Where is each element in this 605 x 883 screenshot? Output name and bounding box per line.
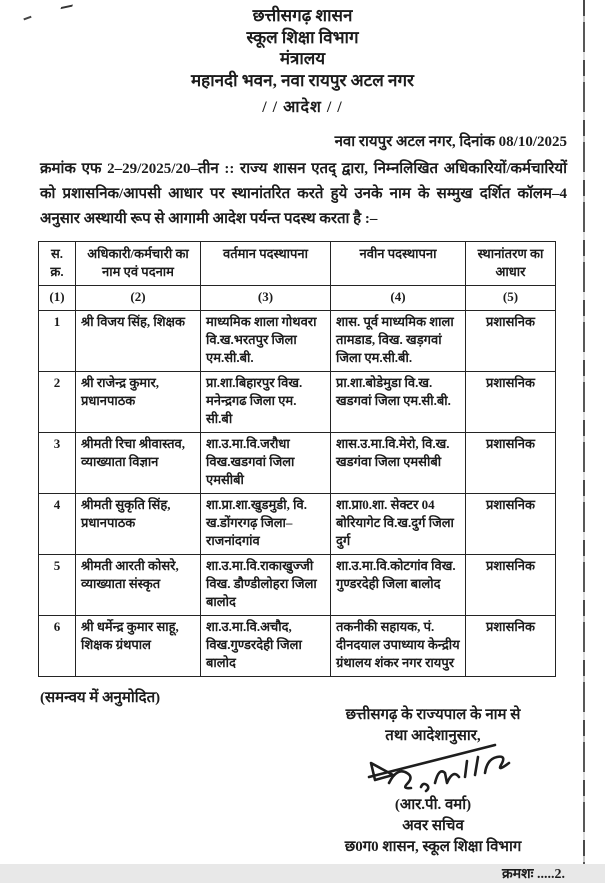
ministry-name: मंत्रालय	[279, 49, 326, 68]
table-row	[39, 433, 556, 494]
cell-basis: प्रशासनिक	[466, 311, 556, 372]
signatory-name: (आर.पी. वर्मा)	[394, 797, 472, 813]
cell-serial: 3	[39, 433, 76, 494]
cell-current-posting: शा.उ.मा.वि.अचौद, विख.गुण्डरदेही जिला बालोद	[201, 616, 331, 677]
cell-name: श्रीमती रिचा श्रीवास्तव, व्याख्याता विज्ञान	[76, 433, 201, 494]
header-serial: स. क्र.	[39, 242, 76, 286]
table-row	[39, 311, 556, 372]
cell-current-posting: शा.उ.मा.वि.जरौधा विख.खडगवां जिला एमसीबी	[201, 433, 331, 494]
department-name: स्कूल शिक्षा विभाग	[246, 27, 359, 47]
cell-basis: प्रशासनिक	[466, 433, 556, 494]
cell-basis: प्रशासनिक	[466, 555, 556, 616]
cell-current-posting: शा.प्रा.शा.खुडमुडी, वि. ख.डोंगरगढ़ जिला–राजनांदगांव	[201, 494, 331, 555]
cell-basis: प्रशासनिक	[466, 494, 556, 555]
cell-new-posting: शास. पूर्व माध्यमिक शाला तामडाड, विख. खड़गवां जिला एम.सी.बी.	[331, 311, 466, 372]
cell-name: श्री धर्मेन्द्र कुमार साहू, शिक्षक ग्रंथपाल	[76, 616, 201, 677]
cell-new-posting: शास.उ.मा.वि.मेरो, वि.ख. खडगंवा जिला एमसीबी	[331, 433, 466, 494]
cell-serial: 4	[39, 494, 76, 555]
cell-current-posting: प्रा.शा.बिहारपुर विख. मनेन्द्रगढ जिला एम. सी.बी	[201, 372, 331, 433]
cell-new-posting: तकनीकी सहायक, पं. दीनदयाल उपाध्याय केन्द्रीय ग्रंथालय शंकर नगर रायपुर	[331, 616, 466, 677]
col-num-4: (4)	[331, 286, 466, 311]
header-name-designation: अधिकारी/कर्मचारी का नाम एवं पदनाम	[76, 242, 201, 286]
order-title: / / आदेश / /	[262, 99, 343, 116]
document-header	[0, 0, 605, 117]
order-body-paragraph: क्रमांक एफ 2–29/2025/20–तीन :: राज्य शासन एतद् द्वारा, निम्नलिखित अधिकारियों/कर्मचारियों को प्रशासनिक/आपसी आधार पर स्थानांतरित करते हुये उनके नाम के सम्मुख दर्शित कॉलम–4 अनुसार अस्थायी रूप से आगामी आदेश पर्यन्त पदस्थ करता है :–	[40, 161, 567, 227]
cell-new-posting: शा.उ.मा.वि.कोटगांव विख. गुण्डरदेही जिला बालोद	[331, 555, 466, 616]
signatory-title: अवर सचिव	[402, 818, 464, 834]
table-header-row	[39, 242, 556, 286]
approval-note: (समन्वय में अनुमोदित)	[40, 690, 161, 706]
authority-line: छत्तीसगढ़ के राज्यपाल के नाम से	[345, 707, 521, 723]
col-num-5: (5)	[466, 286, 556, 311]
cell-serial: 5	[39, 555, 76, 616]
cell-current-posting: माध्यमिक शाला गोथवरा वि.ख.भरतपुर जिला एम.सी.बी.	[201, 311, 331, 372]
table-row	[39, 616, 556, 677]
header-current-posting: वर्तमान पदस्थापना	[201, 242, 331, 286]
cell-name: श्रीमती आरती कोसरे, व्याख्याता संस्कृत	[76, 555, 201, 616]
col-num-3: (3)	[201, 286, 331, 311]
signatory-department: छ0ग0 शासन, स्कूल शिक्षा विभाग	[344, 839, 522, 855]
continuation-marker: क्रमशः .....2.	[502, 867, 565, 882]
transfer-table	[38, 241, 556, 677]
cell-basis: प्रशासनिक	[466, 372, 556, 433]
col-num-1: (1)	[39, 286, 76, 311]
building-address: महानदी भवन, नवा रायपुर अटल नगर	[191, 70, 414, 90]
cell-serial: 6	[39, 616, 76, 677]
table-row	[39, 494, 556, 555]
cell-name: श्री विजय सिंह, शिक्षक	[76, 311, 201, 372]
header-new-posting: नवीन पदस्थापना	[331, 242, 466, 286]
cell-current-posting: शा.उ.मा.वि.राकाखुज्जी विख. डौण्डीलोहरा जिला बालोद	[201, 555, 331, 616]
column-number-row	[39, 286, 556, 311]
cell-basis: प्रशासनिक	[466, 616, 556, 677]
cell-new-posting: शा.प्रा0.शा. सेक्टर 04 बोरियागेट वि.ख.दुर्ग जिला दुर्ग	[331, 494, 466, 555]
signature-block	[303, 705, 563, 858]
cell-name: श्रीमती सुकृति सिंह, प्रधानपाठक	[76, 494, 201, 555]
document-footer	[0, 687, 605, 882]
cell-new-posting: प्रा.शा.बोडेमुडा वि.ख. खडगवां जिला एम.सी.बी.	[331, 372, 466, 433]
col-num-2: (2)	[76, 286, 201, 311]
cell-serial: 2	[39, 372, 76, 433]
table-row	[39, 555, 556, 616]
cell-serial: 1	[39, 311, 76, 372]
cell-name: श्री राजेन्द्र कुमार, प्रधानपाठक	[76, 372, 201, 433]
place-date-line: नवा रायपुर अटल नगर, दिनांक 08/10/2025	[334, 134, 567, 150]
handwritten-signature	[363, 733, 533, 795]
authority-line: तथा आदेशानुसार,	[385, 728, 481, 744]
table-row	[39, 372, 556, 433]
govt-name: छत्तीसगढ़ शासन	[252, 6, 353, 25]
signature-area	[303, 747, 563, 795]
header-transfer-basis: स्थानांतरण का आधार	[466, 242, 556, 286]
